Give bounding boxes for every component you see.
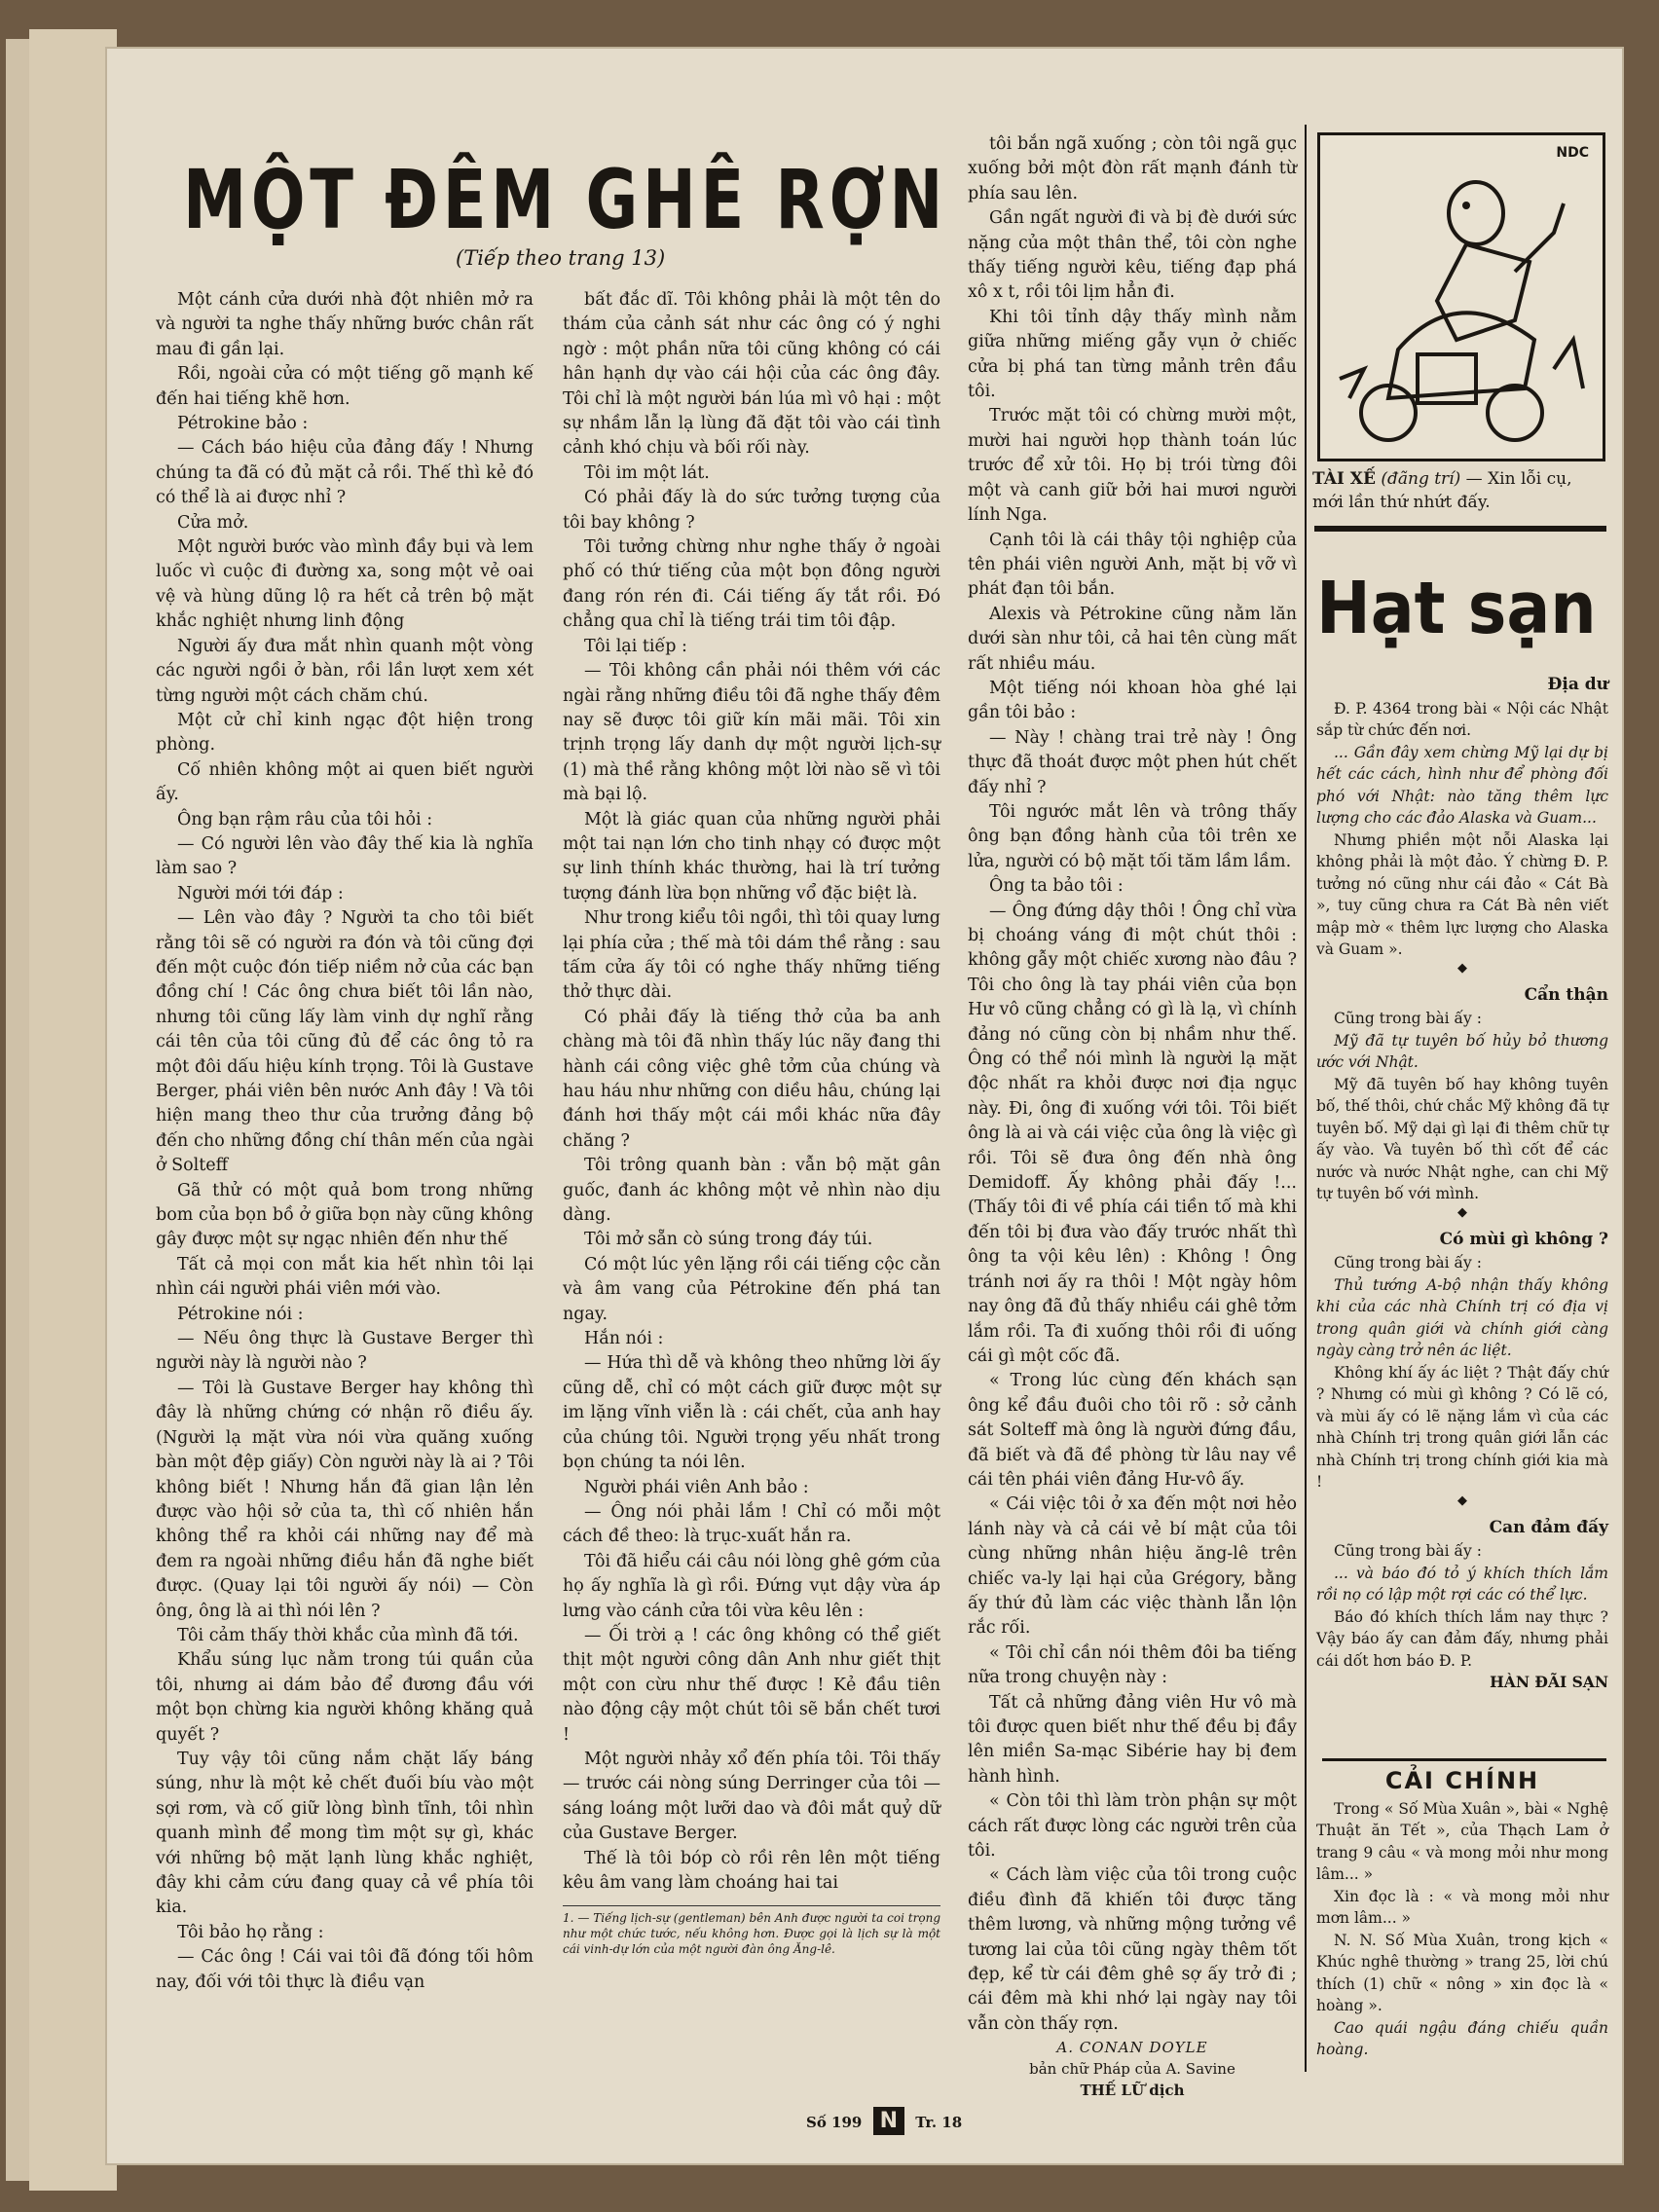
hatsan-heading-1: Địa dư [1547, 675, 1608, 694]
article-column-3 [968, 132, 1297, 2100]
paragraph: Tôi bảo họ rằng : [177, 1922, 324, 1942]
paragraph: Trong « Số Mùa Xuân », bài « Nghệ Thuật ăn Tết », của Thạch Lam ở trang 9 câu « và mong mỏi như mong lâm... » [1316, 1799, 1608, 1883]
paragraph: Tôi cảm thấy thời khắc của mình đã tới. [177, 1625, 519, 1645]
cartoon [1317, 132, 1605, 461]
paragraph: — Lên vào đây ? Người ta cho tôi biết rằng tôi sẽ có người ra đón và tôi cũng đợi đến một cuộc đón tiếp niềm nở của các bạn đồng chí ! Các ông chưa biết tôi lần nào, nhưng tôi cũng lấy làm vinh dự nghĩ rằng cái tên của tôi cũng đủ để các ông tỏ ra một đôi dấu hiệu kính trọng. Tôi là Gustave Berger, phái viên bên nước Anh đây ! Và tôi hiện mang theo thư của trưởng đảng bộ đến cho những đồng chí thân mến của ngài ở Solteff [156, 908, 534, 1176]
paragraph: Gần ngất người đi và bị đè dưới sức nặng của một thân thể, tôi còn nghe thấy tiếng người kêu, tiếng đạp phá xô x t, rồi tôi lịm hẳn đi. [968, 208, 1297, 303]
page-footer [806, 2107, 962, 2135]
correction-title: CẢI CHÍNH [1384, 1767, 1540, 1794]
paragraph: Tôi ngước mắt lên và trông thấy ông bạn đồng hành của tôi trên xe lửa, người có bộ mặt tối tăm lầm lầm. [968, 801, 1297, 871]
newspaper-page [105, 47, 1624, 2165]
adaptation-note: bản chữ Pháp của A. Savine [1029, 2060, 1235, 2079]
hatsan-section-3 [1316, 1252, 1608, 1493]
column-2-body [563, 288, 940, 1896]
caption-text: — Xin lỗi cụ, mới lần thứ nhứt đấy. [1312, 469, 1572, 512]
magazine-logo: N [873, 2107, 904, 2135]
paragraph: « Cái việc tôi ở xa đến một nơi hẻo lánh này và cả cái vẻ bí mật của tôi cùng những nhân hiệu ăng-lê trên chiếc va-ly lại hại của Grégory, bằng ấy thứ đủ làm các việc thành lẫn lộn rắc rối. [968, 1494, 1297, 1639]
paragraph: Cũng trong bài ấy : [1334, 1010, 1482, 1027]
paragraph: Cũng trong bài ấy : [1334, 1542, 1482, 1560]
paragraph: Người phái viên Anh bảo : [584, 1477, 809, 1497]
paragraph: Có phải đấy là tiếng thở của ba anh chàng mà tôi đã nhìn thấy lúc nãy đang thi hành cái công việc ghê tởm của chúng và hau háu như những con diều hâu, chúng lại đánh hơi thấy một cái mồi khác nữa đây chăng ? [563, 1007, 940, 1151]
paragraph: Rồi, ngoài cửa có một tiếng gõ mạnh kế đến hai tiếng khẽ hơn. [156, 364, 534, 409]
paragraph: Như trong kiểu tôi ngồi, thì tôi quay lưng lại phía cửa ; thế mà tôi dám thề rằng : sau tấm cửa ấy tôi có nghe thấy những tiếng thở thực dài. [563, 908, 940, 1003]
article-column-1 [156, 288, 534, 2070]
paragraph: Người ấy đưa mắt nhìn quanh một vòng các người ngồi ở bàn, rồi lần lượt xem xét từng người một cách chăm chú. [156, 636, 534, 706]
diamond-separator: ◆ [1457, 1493, 1467, 1508]
paragraph: Một cánh cửa dưới nhà đột nhiên mở ra và người ta nghe thấy những bước chân rất mau đi gần lại. [156, 290, 534, 359]
paragraph: Thế là tôi bóp cò rồi rên lên một tiếng kêu âm vang làm choáng hai tai [563, 1848, 940, 1893]
correction-column [1316, 1766, 1608, 2068]
paragraph: — Này ! chàng trai trẻ này ! Ông thực đã thoát được một phen hút chết đấy nhỉ ? [968, 727, 1297, 797]
paragraph: Người mới tới đáp : [177, 883, 344, 903]
translator: THẾ LỮ dịch [1080, 2082, 1185, 2100]
paragraph: — Ông đứng dậy thôi ! Ông chỉ vừa bị choáng váng đi một chút thôi : không gẫy một chiếc xương nào đâu ? Tôi cho ông là tay phái viên của bọn Hư vô cũng chẳng có gì là lạ, vì chính đảng nó cũng còn bị nhầm như thế. Ông có thể nói mình là người lạ mặt độc nhất ra khỏi được nơi địa ngục này. Đi, ông đi xuống với tôi. Tôi biết ông là ai và cái việc của ông là việc gì rồi. Tôi sẽ đưa ông đến nhà ông Demidoff. Ấy không phải đấy !... (Thấy tôi đi về phía cái tiền tố mà khi đến tôi bị đưa vào đấy trước nhất thì ông ta vội kêu lên) : Không ! Ông tránh nơi ấy ra thôi ! Một ngày hôm nay ông đã đủ thấy nhiều cái ghê tởm lắm rồi. Ta đi xuống thôi rồi đi uống cái gì một cốc đã. [968, 901, 1297, 1366]
paragraph: Tất cả mọi con mắt kia hết nhìn tôi lại nhìn cái người phái viên mới vào. [156, 1254, 534, 1300]
paragraph: Nhưng phiền một nỗi Alaska lại không phải là một đảo. Ý chừng Đ. P. tưởng nó cũng như cái đảo « Cát Bà », tuy cũng chưa ra Cát Bà nên viết mập mờ « thêm lực lượng cho Alaska và Guam ». [1316, 830, 1608, 958]
paragraph: — Có người lên vào đây thế kia là nghĩa làm sao ? [156, 833, 534, 879]
correction-body [1316, 1798, 1608, 2061]
hatsan-signature: HÀN ĐÃI SẠN [1490, 1673, 1608, 1691]
paragraph: Có phải đấy là do sức tưởng tượng của tôi bay không ? [563, 488, 940, 533]
paragraph: Tôi im một lát. [584, 462, 710, 483]
paragraph: Pétrokine bảo : [177, 414, 309, 434]
diamond-separator: ◆ [1457, 960, 1467, 976]
paragraph: Tôi đã hiểu cái câu nói lòng ghê gớm của họ ấy nghĩa là gì rồi. Đứng vụt dậy vừa áp lưng vào cánh cửa tôi vừa kêu lên : [563, 1551, 940, 1621]
hatsan-heading-2: Cẩn thận [1524, 984, 1608, 1005]
paragraph: Tôi lại tiếp : [584, 636, 687, 656]
paragraph: Cao quái ngậu đáng chiếu quần hoàng. [1316, 2018, 1608, 2058]
hatsan-section-1 [1316, 698, 1608, 961]
paragraph: Tôi tưởng chừng như nghe thấy ở ngoài phố có thứ tiếng của một bọn đông người đang rón rén đi. Cái tiếng ấy tắt rồi. Đó chẳng qua chỉ là tiếng trái tim tôi đập. [563, 537, 940, 632]
paragraph: — Ối trời ạ ! các ông không có thể giết thịt một người công dân Anh như giết thịt một con cừu như thế được ! Kẻ đầu tiên nào động cậy một chút tôi sẽ bắn chết tươi ! [563, 1625, 940, 1745]
paragraph: Cửa mở. [177, 512, 249, 533]
paragraph: Đ. P. 4364 trong bài « Nội các Nhật sắp từ chức đến nơi. [1316, 699, 1608, 739]
article-title: MỘT ĐÊM GHÊ RỢN [183, 152, 947, 247]
column-rule [1305, 125, 1307, 2072]
cartoon-caption [1312, 467, 1604, 514]
paragraph: tôi bắn ngã xuống ; còn tôi ngã gục xuống bởi một đòn rất mạnh đánh từ phía sau lên. [968, 134, 1297, 203]
paragraph: — Các ông ! Cái vai tôi đã đóng tối hôm nay, đối với tôi thực là điều vạn [156, 1947, 534, 1992]
stacked-pages-edge [29, 29, 117, 2191]
paragraph: Cũng trong bài ấy : [1334, 1254, 1482, 1272]
paragraph: Trước mặt tôi có chừng mười một, mười hai người họp thành toán lúc trước để xử tôi. Họ bị trói từng đôi một và canh giữ bởi hai mươi người lính Nga. [968, 406, 1297, 526]
paragraph: — Nếu ông thực là Gustave Berger thì người này là người nào ? [156, 1329, 534, 1374]
paragraph: « Tôi chỉ cần nói thêm đôi ba tiếng nữa trong chuyện này : [968, 1642, 1297, 1688]
paragraph: Một tiếng nói khoan hòa ghé lại gần tôi bảo : [968, 678, 1297, 723]
signature-block [968, 2037, 1297, 2101]
paragraph: Một người bước vào mình đầy bụi và lem luốc vì cuộc đi đường xa, song một vẻ oai vệ và hùng dũng lộ ra hết cả trên bộ mặt khắc nghiệt nhưng linh động [156, 537, 534, 632]
paragraph: Alexis và Pétrokine cũng nằm lăn dưới sàn như tôi, cả hai tên cùng mất rất nhiều máu. [968, 604, 1297, 674]
paragraph: Hắn nói : [584, 1329, 664, 1349]
author: A. CONAN DOYLE [1056, 2039, 1208, 2057]
paragraph: Thủ tướng A-bộ nhận thấy không khi của các nhà Chính trị có địa vị trong quân giới và chính giới càng ngày càng trở nên ác liệt. [1316, 1275, 1608, 1359]
hatsan-column [1316, 666, 1608, 1737]
paragraph: Ông bạn rậm râu của tôi hỏi : [177, 809, 433, 830]
paragraph: — Tôi không cần phải nói thêm với các ngài rằng những điều tôi đã nghe thấy đêm nay sẽ được tôi giữ kín mãi mãi. Tôi xin trịnh trọng lấy danh dự một người lịch-sự (1) mà thề rằng không một lời nào sẽ vì tôi mà bại lộ. [563, 661, 940, 805]
paragraph: Khi tôi tỉnh dậy thấy mình nằm giữa những miếng gẫy vụn ở chiếc cửa bị phá tan từng mảnh trên đầu tôi. [968, 307, 1297, 402]
hatsan-heading-3: Có mùi gì không ? [1439, 1229, 1608, 1249]
paragraph: Tất cả những đảng viên Hư vô mà tôi được quen biết như thế đều bị đầy lên miền Sa-mạc Sibérie hay bị đem hành hình. [968, 1692, 1297, 1787]
paragraph: — Ông nói phải lắm ! Chỉ có mỗi một cách đề theo: là trục-xuất hắn ra. [563, 1501, 940, 1547]
paragraph: Ông ta bảo tôi : [989, 876, 1124, 897]
paragraph: bất đắc dĩ. Tôi không phải là một tên do thám của cảnh sát như các ông có ý nghi ngờ : một phần nữa tôi cũng không có cái hân hạnh dự vào cái hội của các ông đây. Tôi chỉ là một người bán lúa mì vô hại : một sự nhầm lẫn lạ lùng đã đặt tôi vào cái tình cảnh khó chịu và bối rối này. [563, 290, 940, 459]
paragraph: N. N. Số Mùa Xuân, trong kịch « Khúc nghê thường » trang 25, lời chú thích (1) chữ « nông » xin đọc là « hoàng ». [1316, 1931, 1608, 2014]
page-number: Tr. 18 [915, 2114, 963, 2131]
paragraph: Khẩu súng lục nằm trong túi quần của tôi, nhưng ai dám bảo để đương đầu với một bọn chừng kia người không khăng quả quyết ? [156, 1650, 534, 1745]
paragraph: « Cách làm việc của tôi trong cuộc điều đình đã khiến tôi được tăng thêm lương, và những mộng tưởng về tương lai của tôi cũng ngày thêm tốt đẹp, kể từ cái đêm ghê sợ ấy trở đi ; cái đêm mà khi nhớ lại ngày nay tôi vẫn còn thấy rợn. [968, 1865, 1297, 2034]
paragraph: « Trong lúc cùng đến khách sạn ông kể đầu đuôi cho tôi rõ : sở cảnh sát Solteff mà ông là người đứng đầu, đã biết và đã đề phòng từ lâu nay về cái tên phái viên đảng Hư-vô ấy. [968, 1371, 1297, 1490]
paragraph: Không khí ấy ác liệt ? Thật đấy chứ ? Nhưng có mùi gì không ? Có lẽ có, và mùi ấy có lẽ nặng lắm vì của các nhà Chính trị trong quân giới lẫn các nhà Chính trị trong chính giới kia mà ! [1316, 1363, 1608, 1491]
paragraph: Báo đó khích thích lắm nay thực ? Vậy báo ấy can đảm đấy, nhưng phải cái dốt hơn báo Đ. P. [1316, 1607, 1608, 1670]
article-column-2 [563, 288, 940, 2070]
section-rule [1314, 526, 1606, 532]
paragraph: Cạnh tôi là cái thây tội nghiệp của tên phái viên người Anh, mặt bị vỡ vì phát đạn tôi bắn. [968, 530, 1297, 600]
diamond-separator: ◆ [1457, 1204, 1467, 1220]
paragraph: Mỹ đã tuyên bố hay không tuyên bố, thế thôi, chứ chắc Mỹ không đã tự tuyên bố. Mỹ dại gì lại đi thêm chữ tự ấy vào. Và tuyên bố thì cốt để các nước và nước Nhật nghe, can chi Mỹ tự tuyên bố với mình. [1316, 1075, 1608, 1202]
paragraph: Tuy vậy tôi cũng nắm chặt lấy báng súng, như là một kẻ chết đuối bíu vào một sợi rơm, và cố giữ lòng bình tĩnh, tôi nhìn quanh mình để mong tìm một sự gì, khác với những bộ mặt lạnh lùng khắc nghiệt, đây khi cảm cứu đang quay cả về phía tôi kia. [156, 1749, 534, 1918]
hatsan-heading-4: Can đảm đấy [1489, 1517, 1608, 1537]
paragraph: — Tôi là Gustave Berger hay không thì đây là những chứng cớ nhận rõ điều ấy. (Người lạ mặt vừa nói vừa quăng xuống bàn một đệp giấy) Còn người này là ai ? Tôi không biết ! Nhưng hắn đã gian lận lẻn được vào hội sở của ta, thì cố nhiên hắn không thể ra khỏi cái những nay để mà đem ra ngoài những điều hắn đã nghe biết được. (Quay lại tôi người ấy nói) — Còn ông, ông là ai thì nói lên ? [156, 1378, 534, 1621]
paragraph: — Hứa thì dễ và không theo những lời ấy cũng dễ, chỉ có một cách giữ được một sự im lặng vĩnh viễn là : cái chết, của anh hay của chúng tôi. Người trọng yếu nhất trong bọn chúng ta nói lên. [563, 1353, 940, 1473]
paragraph: Một người nhảy xổ đến phía tôi. Tôi thấy — trước cái nòng súng Derringer của tôi — sáng loáng một lưỡi dao và đôi mắt quỷ dữ của Gustave Berger. [563, 1749, 940, 1844]
paragraph: — Cách báo hiệu của đảng đấy ! Nhưng chúng ta đã có đủ mặt cả rồi. Thế thì kẻ đó có thể là ai được nhỉ ? [156, 438, 534, 508]
paragraph: Tôi trông quanh bàn : vẫn bộ mặt gân guốc, đanh ác không một vẻ nhìn nào dịu dàng. [563, 1156, 940, 1226]
paragraph: Gã thử có một quả bom trong những bom của bọn bồ ở giữa bọn này cũng không gây được một sự ngạc nhiên đến như thế [156, 1180, 534, 1250]
paragraph: ... Gần đây xem chừng Mỹ lại dự bị hết các cách, hình như để phòng đối phó với Nhật: nào tăng thêm lực lượng cho các đảo Alaska và Guam... [1316, 743, 1608, 827]
paragraph: Xin đọc là : « và mong mỏi như mơn lâm... » [1316, 1887, 1608, 1927]
caption-italic: (đãng trí) [1381, 469, 1461, 489]
paragraph: Một là giác quan của những người phải một tai nạn lớn cho tinh nhạy có được một sự linh thính khác thường, hai là trí tưởng tượng đánh lừa bọn những vổ đặc biệt là. [563, 809, 940, 903]
car-driver-illustration [1320, 135, 1603, 459]
paragraph: Một cử chỉ kinh ngạc đột hiện trong phòng. [156, 710, 534, 756]
paragraph: « Còn tôi thì làm tròn phận sự một cách rất được lòng các người trên của tôi. [968, 1791, 1297, 1862]
hatsan-title: Hạt sạn [1316, 567, 1597, 650]
paragraph: Pétrokine nói : [177, 1304, 304, 1324]
paragraph: Tôi mở sẵn cò súng trong đáy túi. [584, 1230, 873, 1250]
caption-bold: TÀI XẾ [1312, 469, 1376, 489]
paragraph: Mỹ đã tự tuyên bố hủy bỏ thương ước với Nhật. [1316, 1031, 1608, 1071]
hatsan-section-2 [1316, 1008, 1608, 1205]
article-subtitle: (Tiếp theo trang 13) [456, 246, 666, 270]
paragraph: Cố nhiên không một ai quen biết người ấy. [156, 759, 534, 805]
paragraph: Có một lúc yên lặng rồi cái tiếng cộc cằn và âm vang của Pétrokine đến phá tan ngay. [563, 1254, 940, 1324]
cartoon-mark: NDC [1556, 145, 1589, 161]
column-3-body [968, 132, 1297, 2037]
footnote: 1. — Tiếng lịch-sự (gentleman) bên Anh được người ta coi trọng như một chức tước, nếu không hơn. Được gọi là lịch sự là một cái vinh-dự lớn của một người đàn ông Ăng-lê. [563, 1905, 940, 1957]
issue-number: Số 199 [806, 2114, 863, 2131]
hatsan-section-4 [1316, 1540, 1608, 1672]
paragraph: ... và báo đó tỏ ý khích thích lắm rồi nọ có lập một rợi các có thể lực. [1316, 1564, 1608, 1604]
section-rule [1322, 1758, 1606, 1761]
